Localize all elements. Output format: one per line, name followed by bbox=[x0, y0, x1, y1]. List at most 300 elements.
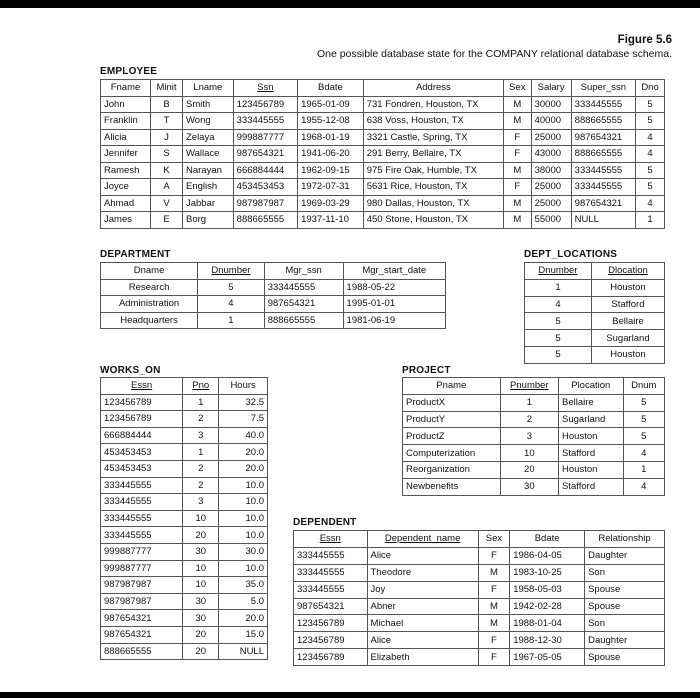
works-on-table bbox=[100, 377, 268, 660]
department-table bbox=[100, 262, 446, 329]
table-cell: 1962-09-15 bbox=[298, 162, 364, 179]
table-cell: ProductX bbox=[403, 394, 501, 411]
table-cell: 1988-12-30 bbox=[510, 632, 585, 649]
table-cell: M bbox=[478, 598, 509, 615]
table-cell: Borg bbox=[182, 212, 233, 229]
table-cell: 30 bbox=[183, 543, 219, 560]
table-row bbox=[101, 162, 665, 179]
table-cell: 3 bbox=[500, 428, 558, 445]
table-cell: F bbox=[504, 129, 532, 146]
column-header bbox=[298, 80, 364, 97]
figure-caption: One possible database state for the COMPANY relational database schema. bbox=[316, 48, 672, 60]
table-cell: 987987987 bbox=[233, 195, 297, 212]
column-header bbox=[151, 80, 183, 97]
table-row bbox=[294, 547, 665, 564]
table-cell: 1969-03-29 bbox=[298, 195, 364, 212]
table-row bbox=[403, 478, 665, 495]
table-cell: 333445555 bbox=[571, 179, 635, 196]
table-cell: T bbox=[151, 113, 183, 130]
table-cell: 1958-05-03 bbox=[510, 581, 585, 598]
column-header bbox=[531, 80, 571, 97]
table-cell: Reorganization bbox=[403, 461, 501, 478]
table-cell: Joy bbox=[367, 581, 478, 598]
column-header bbox=[559, 378, 623, 395]
table-cell: Spouse bbox=[585, 598, 665, 615]
table-cell: Sugarland bbox=[559, 411, 623, 428]
table-cell: Elizabeth bbox=[367, 649, 478, 666]
table-header-row bbox=[525, 263, 665, 280]
table-cell: Administration bbox=[101, 296, 198, 313]
table-cell: English bbox=[182, 179, 233, 196]
column-header bbox=[403, 378, 501, 395]
table-cell: 123456789 bbox=[294, 615, 368, 632]
table-cell: Bellaire bbox=[559, 394, 623, 411]
column-header-label: Essn bbox=[131, 380, 153, 392]
table-cell: 5 bbox=[623, 411, 664, 428]
table-cell: John bbox=[101, 96, 151, 113]
column-header bbox=[101, 80, 151, 97]
table-cell: Jabbar bbox=[182, 195, 233, 212]
table-cell: 1 bbox=[636, 212, 665, 229]
table-cell: F bbox=[504, 146, 532, 163]
table-cell: 1941-06-20 bbox=[298, 146, 364, 163]
table-cell: 333445555 bbox=[101, 494, 183, 511]
table-cell: 980 Dallas, Houston, TX bbox=[363, 195, 503, 212]
table-cell: 1937-11-10 bbox=[298, 212, 364, 229]
table-cell: 123456789 bbox=[101, 411, 183, 428]
table-cell: 10.0 bbox=[219, 510, 268, 527]
table-cell: NULL bbox=[571, 212, 635, 229]
table-cell: 975 Fire Oak, Humble, TX bbox=[363, 162, 503, 179]
table-row bbox=[101, 195, 665, 212]
table-cell: Ahmad bbox=[101, 195, 151, 212]
table-cell: 5 bbox=[525, 313, 592, 330]
table-cell: M bbox=[504, 195, 532, 212]
table-cell: 1 bbox=[623, 461, 664, 478]
table-cell: 987654321 bbox=[294, 598, 368, 615]
table-row bbox=[294, 615, 665, 632]
column-header-label: Lname bbox=[193, 82, 223, 94]
table-cell: Stafford bbox=[559, 445, 623, 462]
table-cell: 987987987 bbox=[101, 593, 183, 610]
table-cell: 987987987 bbox=[101, 577, 183, 594]
table-cell: 10.0 bbox=[219, 560, 268, 577]
table-cell: 987654321 bbox=[233, 146, 297, 163]
column-header-label: Mgr_start_date bbox=[362, 265, 427, 277]
column-header-label: Bdate bbox=[317, 82, 343, 94]
table-row bbox=[101, 577, 268, 594]
table-cell: 123456789 bbox=[294, 632, 368, 649]
dept-locations-table bbox=[524, 262, 665, 364]
table-row bbox=[101, 643, 268, 660]
table-row bbox=[101, 510, 268, 527]
table-cell: Joyce bbox=[101, 179, 151, 196]
table-row bbox=[403, 428, 665, 445]
table-cell: 25000 bbox=[531, 195, 571, 212]
table-cell: 1983-10-25 bbox=[510, 564, 585, 581]
table-cell: Alicia bbox=[101, 129, 151, 146]
table-cell: F bbox=[504, 179, 532, 196]
table-row bbox=[294, 581, 665, 598]
table-cell: NULL bbox=[219, 643, 268, 660]
table-row bbox=[294, 649, 665, 666]
table-row bbox=[101, 593, 268, 610]
table-cell: Son bbox=[585, 615, 665, 632]
table-cell: 15.0 bbox=[219, 626, 268, 643]
table-cell: 10.0 bbox=[219, 477, 268, 494]
table-cell: 987654321 bbox=[264, 296, 343, 313]
table-cell: 333445555 bbox=[101, 477, 183, 494]
column-header-label: Pnumber bbox=[510, 380, 549, 392]
table-cell: 888665555 bbox=[264, 312, 343, 329]
table-cell: A bbox=[151, 179, 183, 196]
table-cell: 1968-01-19 bbox=[298, 129, 364, 146]
table-cell: 2 bbox=[183, 411, 219, 428]
table-cell: 1995-01-01 bbox=[343, 296, 445, 313]
table-cell: 2 bbox=[183, 460, 219, 477]
table-row bbox=[294, 632, 665, 649]
table-cell: Alice bbox=[367, 547, 478, 564]
table-cell: Stafford bbox=[591, 296, 664, 313]
column-header bbox=[101, 378, 183, 395]
table-cell: 5631 Rice, Houston, TX bbox=[363, 179, 503, 196]
top-border bbox=[0, 0, 700, 8]
table-cell: M bbox=[504, 113, 532, 130]
table-cell: 5 bbox=[623, 428, 664, 445]
column-header-label: Pno bbox=[192, 380, 210, 392]
table-cell: B bbox=[151, 96, 183, 113]
table-cell: Michael bbox=[367, 615, 478, 632]
table-cell: Wong bbox=[182, 113, 233, 130]
table-cell: 987654321 bbox=[101, 610, 183, 627]
column-header bbox=[182, 80, 233, 97]
table-cell: Daughter bbox=[585, 632, 665, 649]
table-cell: 333445555 bbox=[264, 279, 343, 296]
table-cell: Theodore bbox=[367, 564, 478, 581]
table-cell: 38000 bbox=[531, 162, 571, 179]
table-cell: 333445555 bbox=[233, 113, 297, 130]
table-cell: 1 bbox=[183, 394, 219, 411]
column-header bbox=[294, 531, 368, 548]
table-cell: 43000 bbox=[531, 146, 571, 163]
table-cell: 333445555 bbox=[571, 96, 635, 113]
table-cell: ProductY bbox=[403, 411, 501, 428]
table-cell: Abner bbox=[367, 598, 478, 615]
table-cell: 5 bbox=[636, 162, 665, 179]
table-cell: 638 Voss, Houston, TX bbox=[363, 113, 503, 130]
column-header-label: Fname bbox=[110, 82, 141, 94]
table-row bbox=[525, 330, 665, 347]
column-header-label: Minit bbox=[156, 82, 177, 94]
column-header-label: Dname bbox=[133, 265, 165, 277]
column-header bbox=[510, 531, 585, 548]
figure-number: Figure 5.6 bbox=[617, 34, 672, 46]
column-header bbox=[198, 263, 265, 280]
table-cell: 333445555 bbox=[101, 510, 183, 527]
column-header bbox=[343, 263, 445, 280]
table-cell: 1986-04-05 bbox=[510, 547, 585, 564]
table-cell: 10 bbox=[183, 510, 219, 527]
table-cell: 1 bbox=[500, 394, 558, 411]
table-cell: 10 bbox=[500, 445, 558, 462]
table-cell: M bbox=[478, 564, 509, 581]
table-cell: Alice bbox=[367, 632, 478, 649]
table-row bbox=[101, 312, 446, 329]
table-cell: J bbox=[151, 129, 183, 146]
table-cell: 5.0 bbox=[219, 593, 268, 610]
table-header-row bbox=[101, 263, 446, 280]
column-header bbox=[264, 263, 343, 280]
column-header-label: Ssn bbox=[257, 82, 274, 94]
table-row bbox=[101, 129, 665, 146]
column-header-label: Super_ssn bbox=[580, 82, 627, 94]
table-cell: 1965-01-09 bbox=[298, 96, 364, 113]
table-cell: Spouse bbox=[585, 649, 665, 666]
column-header bbox=[367, 531, 478, 548]
table-cell: F bbox=[478, 547, 509, 564]
dept-locations-title: DEPT_LOCATIONS bbox=[524, 249, 618, 260]
table-cell: Narayan bbox=[182, 162, 233, 179]
table-row bbox=[101, 626, 268, 643]
column-header-label: Relationship bbox=[598, 533, 651, 545]
employee-title: EMPLOYEE bbox=[100, 66, 158, 77]
column-header-label: Dno bbox=[641, 82, 659, 94]
table-cell: Smith bbox=[182, 96, 233, 113]
table-cell: 987654321 bbox=[101, 626, 183, 643]
table-cell: ProductZ bbox=[403, 428, 501, 445]
table-cell: 5 bbox=[198, 279, 265, 296]
bottom-border bbox=[0, 692, 700, 698]
column-header-label: Sex bbox=[509, 82, 526, 94]
table-row bbox=[101, 212, 665, 229]
table-cell: 20 bbox=[183, 626, 219, 643]
column-header bbox=[571, 80, 635, 97]
table-cell: Spouse bbox=[585, 581, 665, 598]
works-on-title: WORKS_ON bbox=[100, 365, 161, 376]
table-cell: 453453453 bbox=[101, 444, 183, 461]
table-row bbox=[294, 564, 665, 581]
table-row bbox=[101, 146, 665, 163]
table-cell: Research bbox=[101, 279, 198, 296]
table-cell: 4 bbox=[198, 296, 265, 313]
table-cell: 333445555 bbox=[101, 527, 183, 544]
table-cell: 30.0 bbox=[219, 543, 268, 560]
table-cell: 30000 bbox=[531, 96, 571, 113]
table-cell: 20 bbox=[500, 461, 558, 478]
table-cell: 888665555 bbox=[571, 146, 635, 163]
table-cell: James bbox=[101, 212, 151, 229]
table-row bbox=[101, 543, 268, 560]
table-cell: 20 bbox=[183, 643, 219, 660]
project-table bbox=[402, 377, 665, 496]
table-cell: 333445555 bbox=[294, 564, 368, 581]
table-cell: Wallace bbox=[182, 146, 233, 163]
table-row bbox=[403, 394, 665, 411]
table-cell: 453453453 bbox=[101, 460, 183, 477]
table-cell: Stafford bbox=[559, 478, 623, 495]
table-cell: 10 bbox=[183, 577, 219, 594]
table-row bbox=[101, 394, 268, 411]
table-cell: 123456789 bbox=[294, 649, 368, 666]
column-header-label: Mgr_ssn bbox=[285, 265, 322, 277]
column-header bbox=[183, 378, 219, 395]
table-header-row bbox=[101, 80, 665, 97]
table-cell: 123456789 bbox=[101, 394, 183, 411]
table-header-row bbox=[403, 378, 665, 395]
table-cell: 888665555 bbox=[233, 212, 297, 229]
table-row bbox=[101, 527, 268, 544]
table-cell: 999887777 bbox=[101, 560, 183, 577]
column-header-label: Bdate bbox=[534, 533, 560, 545]
table-cell: 3321 Castle, Spring, TX bbox=[363, 129, 503, 146]
table-cell: 5 bbox=[636, 113, 665, 130]
column-header-label: Address bbox=[415, 82, 451, 94]
column-header bbox=[585, 531, 665, 548]
table-cell: 291 Berry, Bellaire, TX bbox=[363, 146, 503, 163]
table-cell: 333445555 bbox=[571, 162, 635, 179]
table-header-row bbox=[101, 378, 268, 395]
table-cell: 1988-01-04 bbox=[510, 615, 585, 632]
table-row bbox=[101, 610, 268, 627]
table-row bbox=[101, 279, 446, 296]
column-header-label: Plocation bbox=[571, 380, 611, 392]
column-header-label: Dnumber bbox=[211, 265, 251, 277]
column-header bbox=[623, 378, 664, 395]
table-cell: 20 bbox=[183, 527, 219, 544]
table-cell: 30 bbox=[500, 478, 558, 495]
table-cell: 20.0 bbox=[219, 444, 268, 461]
table-cell: 10.0 bbox=[219, 527, 268, 544]
table-row bbox=[101, 113, 665, 130]
table-cell: 1972-07-31 bbox=[298, 179, 364, 196]
dependent-table bbox=[293, 530, 665, 666]
table-row bbox=[294, 598, 665, 615]
table-row bbox=[525, 279, 665, 296]
table-cell: M bbox=[504, 212, 532, 229]
table-cell: 40.0 bbox=[219, 427, 268, 444]
table-cell: 1 bbox=[183, 444, 219, 461]
column-header bbox=[363, 80, 503, 97]
table-cell: Jennifer bbox=[101, 146, 151, 163]
table-row bbox=[525, 313, 665, 330]
table-cell: 20.0 bbox=[219, 610, 268, 627]
table-cell: 333445555 bbox=[294, 581, 368, 598]
table-cell: 10 bbox=[183, 560, 219, 577]
table-cell: 123456789 bbox=[233, 96, 297, 113]
table-cell: 55000 bbox=[531, 212, 571, 229]
table-row bbox=[403, 411, 665, 428]
table-cell: 999887777 bbox=[233, 129, 297, 146]
table-cell: 2 bbox=[183, 477, 219, 494]
table-cell: 4 bbox=[525, 296, 592, 313]
column-header-label: Essn bbox=[319, 533, 341, 545]
table-cell: 2 bbox=[500, 411, 558, 428]
table-cell: 987654321 bbox=[571, 195, 635, 212]
column-header-label: Salary bbox=[537, 82, 565, 94]
table-cell: Bellaire bbox=[591, 313, 664, 330]
column-header bbox=[478, 531, 509, 548]
table-cell: 5 bbox=[525, 346, 592, 363]
table-cell: Daughter bbox=[585, 547, 665, 564]
table-cell: Son bbox=[585, 564, 665, 581]
column-header bbox=[636, 80, 665, 97]
table-cell: 3 bbox=[183, 427, 219, 444]
table-cell: Houston bbox=[559, 428, 623, 445]
table-row bbox=[101, 494, 268, 511]
table-cell: F bbox=[478, 649, 509, 666]
column-header bbox=[500, 378, 558, 395]
department-title: DEPARTMENT bbox=[100, 249, 171, 260]
table-cell: 450 Stone, Houston, TX bbox=[363, 212, 503, 229]
table-row bbox=[525, 296, 665, 313]
column-header bbox=[591, 263, 664, 280]
table-cell: Headquarters bbox=[101, 312, 198, 329]
table-cell: 5 bbox=[525, 330, 592, 347]
dependent-title: DEPENDENT bbox=[293, 517, 357, 528]
table-cell: E bbox=[151, 212, 183, 229]
table-cell: 1955-12-08 bbox=[298, 113, 364, 130]
table-cell: M bbox=[478, 615, 509, 632]
table-cell: 30 bbox=[183, 593, 219, 610]
table-cell: 40000 bbox=[531, 113, 571, 130]
table-cell: Houston bbox=[591, 279, 664, 296]
column-header-label: Dlocation bbox=[608, 265, 648, 277]
table-header-row bbox=[294, 531, 665, 548]
column-header bbox=[504, 80, 532, 97]
table-cell: Computerization bbox=[403, 445, 501, 462]
table-row bbox=[525, 346, 665, 363]
table-cell: 4 bbox=[623, 478, 664, 495]
table-cell: 453453453 bbox=[233, 179, 297, 196]
table-row bbox=[101, 477, 268, 494]
table-cell: Houston bbox=[591, 346, 664, 363]
table-cell: S bbox=[151, 146, 183, 163]
table-cell: 999887777 bbox=[101, 543, 183, 560]
table-cell: 1967-05-05 bbox=[510, 649, 585, 666]
table-cell: 4 bbox=[623, 445, 664, 462]
table-cell: 32.5 bbox=[219, 394, 268, 411]
table-cell: M bbox=[504, 96, 532, 113]
table-cell: 25000 bbox=[531, 179, 571, 196]
table-row bbox=[101, 460, 268, 477]
table-cell: 1 bbox=[525, 279, 592, 296]
table-cell: Ramesh bbox=[101, 162, 151, 179]
table-cell: 4 bbox=[636, 195, 665, 212]
table-cell: 1981-06-19 bbox=[343, 312, 445, 329]
table-cell: 5 bbox=[636, 179, 665, 196]
column-header-label: Sex bbox=[485, 533, 503, 545]
table-row bbox=[101, 427, 268, 444]
table-row bbox=[403, 445, 665, 462]
table-cell: 4 bbox=[636, 146, 665, 163]
employee-table bbox=[100, 79, 665, 229]
table-cell: V bbox=[151, 195, 183, 212]
table-cell: 666884444 bbox=[233, 162, 297, 179]
table-cell: 1988-05-22 bbox=[343, 279, 445, 296]
table-row bbox=[101, 179, 665, 196]
table-cell: Sugarland bbox=[591, 330, 664, 347]
table-cell: Houston bbox=[559, 461, 623, 478]
column-header-label: Hours bbox=[230, 380, 256, 392]
table-cell: K bbox=[151, 162, 183, 179]
table-row bbox=[101, 444, 268, 461]
table-row bbox=[101, 411, 268, 428]
table-cell: 25000 bbox=[531, 129, 571, 146]
table-cell: 987654321 bbox=[571, 129, 635, 146]
table-cell: 3 bbox=[183, 494, 219, 511]
table-cell: Franklin bbox=[101, 113, 151, 130]
table-cell: 666884444 bbox=[101, 427, 183, 444]
